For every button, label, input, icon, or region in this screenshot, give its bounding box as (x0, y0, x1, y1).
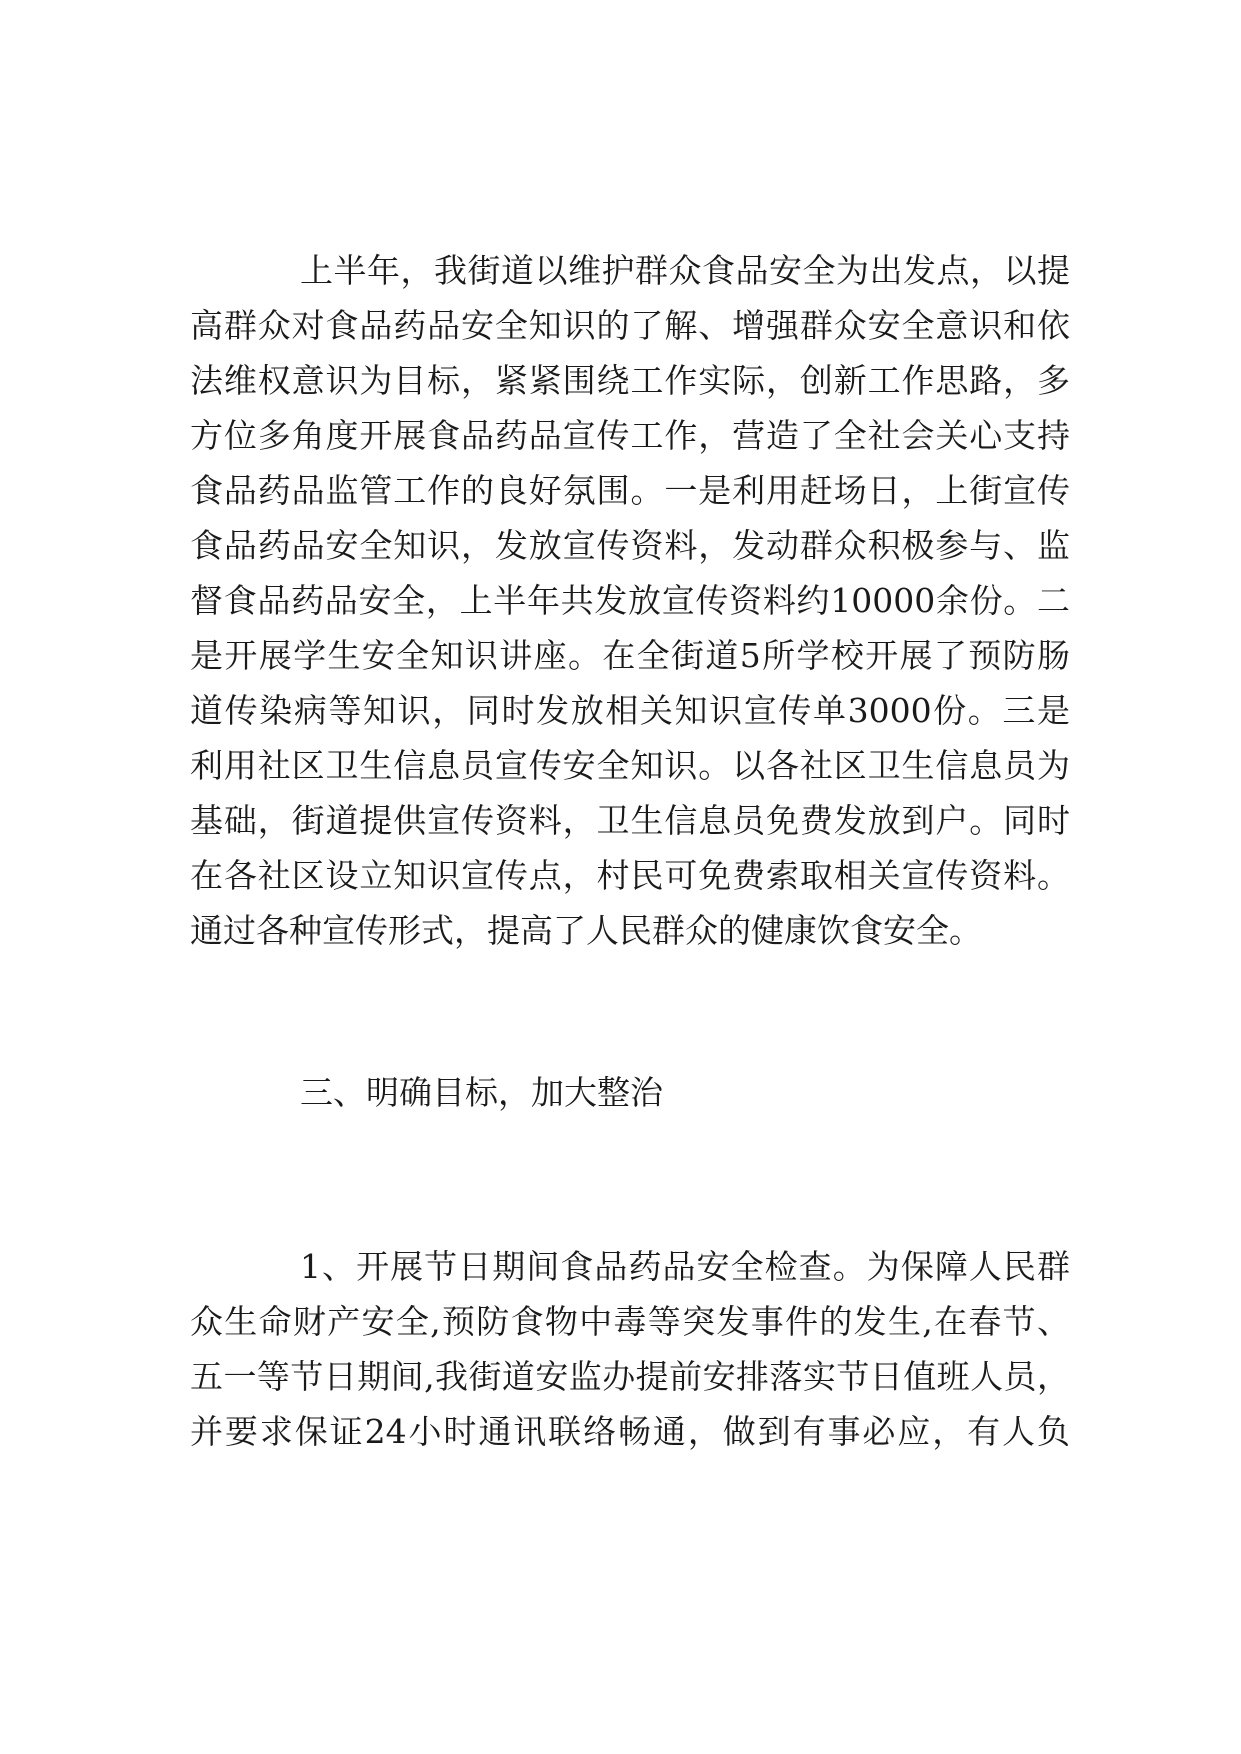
paragraph-line: 五一等节日期间,我街道安监办提前安排落实节日值班人员， (190, 1357, 1070, 1396)
paragraph-line: 利用社区卫生信息员宣传安全知识。以各社区卫生信息员为 (190, 746, 1070, 785)
paragraph-line: 方位多角度开展食品药品宣传工作，营造了全社会关心支持 (190, 416, 1070, 455)
paragraph-line: 法维权意识为目标，紧紧围绕工作实际，创新工作思路，多 (190, 361, 1070, 400)
paragraph-line: 众生命财产安全,预防食物中毒等突发事件的发生,在春节、 (190, 1302, 1070, 1341)
paragraph-line: 在各社区设立知识宣传点，村民可免费索取相关宣传资料。 (190, 856, 1070, 895)
paragraph-line: 上半年，我街道以维护群众食品安全为出发点，以提 (300, 251, 1070, 290)
paragraph-line: 是开展学生安全知识讲座。在全街道5所学校开展了预防肠 (190, 636, 1070, 675)
paragraph-line: 道传染病等知识，同时发放相关知识宣传单3000份。三是 (190, 691, 1070, 730)
paragraph-line: 督食品药品安全，上半年共发放宣传资料约10000余份。二 (190, 581, 1070, 620)
paragraph-line: 基础，街道提供宣传资料，卫生信息员免费发放到户。同时 (190, 801, 1070, 840)
paragraph-line: 1、开展节日期间食品药品安全检查。为保障人民群 (300, 1247, 1070, 1286)
paragraph-line: 食品药品安全知识，发放宣传资料，发动群众积极参与、监 (190, 526, 1070, 565)
paragraph-line: 通过各种宣传形式，提高了人民群众的健康饮食安全。 (190, 911, 982, 950)
section-heading: 三、明确目标，加大整治 (300, 1073, 663, 1112)
paragraph-line: 食品药品监管工作的良好氛围。一是利用赶场日，上街宣传 (190, 471, 1070, 510)
paragraph-line: 高群众对食品药品安全知识的了解、增强群众安全意识和依 (190, 306, 1070, 345)
paragraph-line: 并要求保证24小时通讯联络畅通，做到有事必应，有人负 (190, 1412, 1070, 1451)
